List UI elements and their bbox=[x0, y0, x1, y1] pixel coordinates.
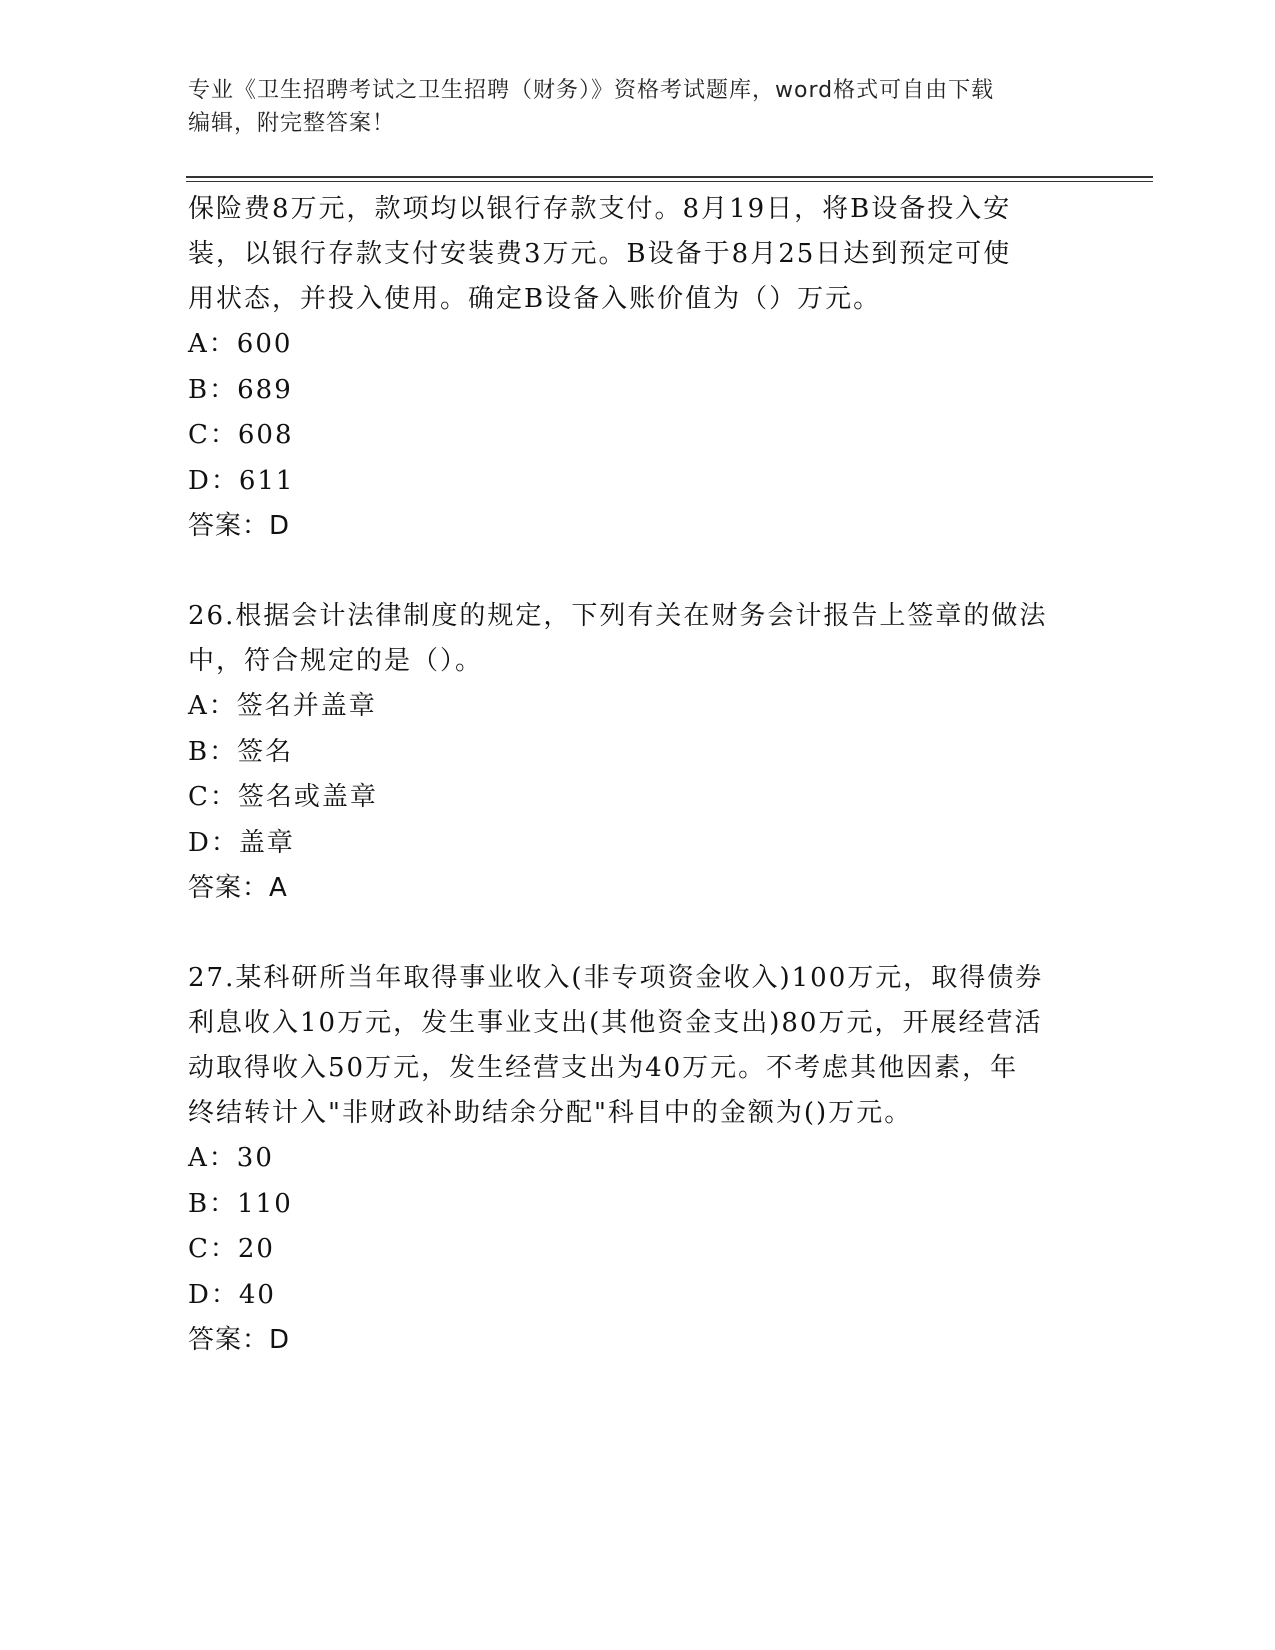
question-25 bbox=[188, 187, 1088, 549]
option-b: B：签名 bbox=[188, 736, 294, 767]
option-d: D：盖章 bbox=[188, 827, 295, 858]
question-spacer bbox=[188, 549, 1088, 594]
option-a: A：签名并盖章 bbox=[188, 691, 377, 721]
option-c: C：签名或盖章 bbox=[188, 782, 378, 812]
option-d: D：611 bbox=[188, 465, 295, 496]
header-line-2: 编辑，附完整答案！ bbox=[188, 111, 396, 136]
option-b: B：689 bbox=[188, 374, 293, 405]
question-text-line: 利息收入10万元，发生事业支出(其他资金支出)80万元，开展经营活 bbox=[188, 1008, 1043, 1038]
option-c: C：608 bbox=[188, 420, 294, 450]
question-text-line: 保险费8万元，款项均以银行存款支付。8月19日，将B设备投入安 bbox=[188, 194, 1012, 224]
question-27 bbox=[188, 956, 1088, 1363]
question-text-line: 26.根据会计法律制度的规定，下列有关在财务会计报告上签章的做法 bbox=[188, 601, 1048, 631]
question-text-line: 27.某科研所当年取得事业收入(非专项资金收入)100万元，取得债券 bbox=[188, 963, 1044, 993]
answer-line: 答案：D bbox=[188, 511, 291, 541]
question-text-line: 中，符合规定的是（）。 bbox=[188, 646, 484, 676]
question-list bbox=[188, 187, 1088, 1363]
option-a: A：600 bbox=[188, 329, 293, 359]
option-c: C：20 bbox=[188, 1234, 275, 1264]
question-text-line: 动取得收入50万元，发生经营支出为40万元。不考虑其他因素，年 bbox=[188, 1053, 1019, 1083]
question-spacer bbox=[188, 911, 1088, 956]
option-a: A：30 bbox=[188, 1143, 274, 1173]
question-text-line: 终结转计入"非财政补助结余分配"科目中的金额为()万元。 bbox=[188, 1098, 913, 1128]
header-line-1: 专业《卫生招聘考试之卫生招聘（财务）》资格考试题库，word格式可自由下载 bbox=[188, 78, 995, 103]
answer-line: 答案：D bbox=[188, 1325, 291, 1355]
option-d: D：40 bbox=[188, 1279, 276, 1310]
option-b: B：110 bbox=[188, 1188, 293, 1219]
answer-line: 答案：A bbox=[188, 873, 288, 903]
question-text-line: 用状态，并投入使用。确定B设备入账价值为（）万元。 bbox=[188, 284, 882, 314]
header-divider bbox=[186, 176, 1153, 182]
question-26 bbox=[188, 594, 1088, 911]
question-text-line: 装，以银行存款支付安装费3万元。B设备于8月25日达到预定可使 bbox=[188, 239, 1012, 269]
document-header bbox=[188, 74, 1088, 140]
